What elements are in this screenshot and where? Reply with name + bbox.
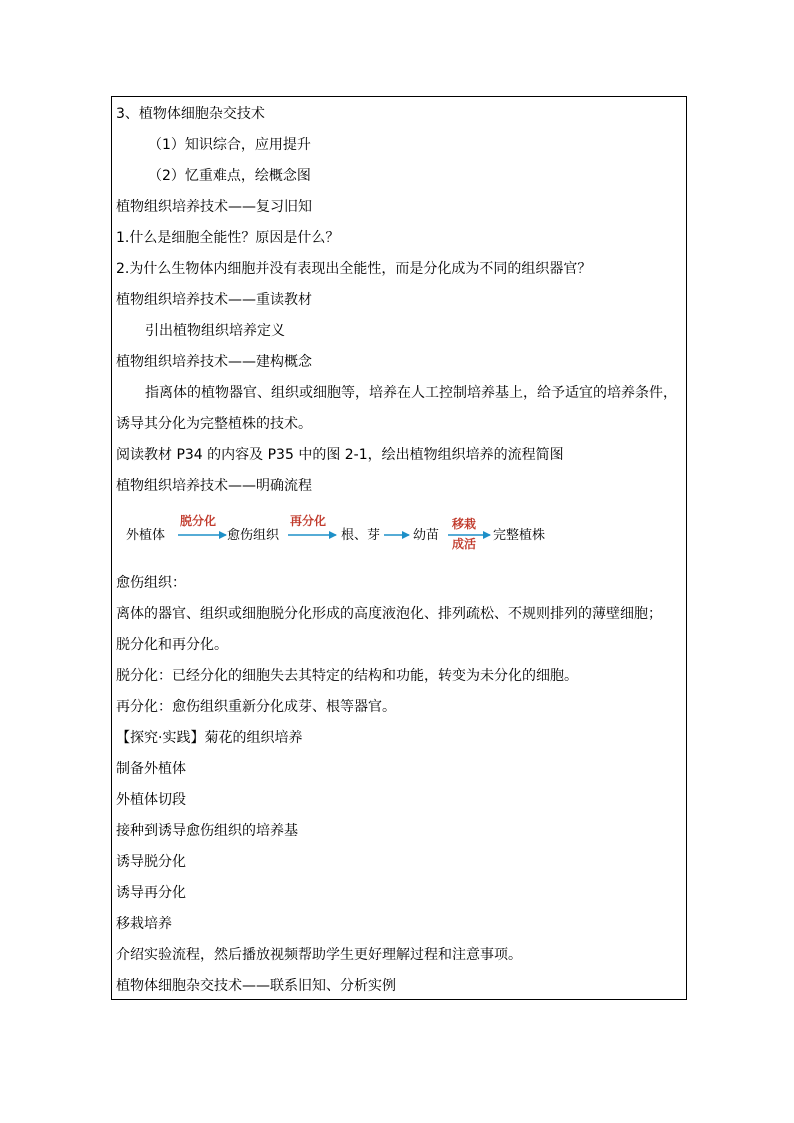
question-1: 1.什么是细胞全能性？原因是什么？: [116, 230, 340, 246]
callus-definition: 离体的器官、组织或细胞脱分化形成的高度液泡化、排列疏松、不规则排列的薄壁细胞；: [116, 606, 662, 622]
redifferentiation-definition: 再分化：愈伤组织重新分化成芽、根等器官。: [116, 699, 396, 715]
definition-lead: 引出植物组织培养定义: [145, 323, 285, 339]
practice-step-2: 外植体切段: [116, 792, 186, 808]
flow-step-survive: 成活: [452, 537, 477, 551]
practice-summary: 介绍实验流程，然后播放视频帮助学生更好理解过程和注意事项。: [116, 947, 522, 963]
flow-step-dedifferentiation: 脱分化: [180, 514, 217, 528]
flow-node-whole-plant: 完整植株: [493, 528, 546, 543]
topic-concept: 植物组织培养技术——建构概念: [116, 354, 312, 370]
topic-hybridization-cases: 植物体细胞杂交技术——联系旧知、分析实例: [116, 978, 396, 994]
dedifferentiation-definition: 脱分化：已经分化的细胞失去其特定的结构和功能，转变为未分化的细胞。: [116, 668, 578, 684]
topic-review: 植物组织培养技术——复习旧知: [116, 199, 312, 215]
key-processes: 脱分化和再分化。: [116, 637, 228, 653]
practice-heading: 【探究·实践】菊花的组织培养: [116, 730, 303, 746]
callus-heading: 愈伤组织：: [116, 575, 186, 591]
flow-node-seedling: 幼苗: [413, 528, 440, 543]
flow-node-explant: 外植体: [126, 528, 166, 543]
section-heading-hybridization: 3、植物体细胞杂交技术: [116, 106, 265, 122]
sub-point-2: （2）忆重难点，绘概念图: [148, 168, 311, 184]
reading-task: 阅读教材 P34 的内容及 P35 中的图 2-1，绘出植物组织培养的流程简图: [116, 447, 564, 463]
practice-step-1: 制备外植体: [116, 761, 186, 777]
definition-text-2: 诱导其分化为完整植株的技术。: [116, 416, 312, 432]
flow-step-transplant: 移栽: [452, 517, 477, 531]
flow-node-callus: 愈伤组织: [227, 528, 280, 543]
practice-step-5: 诱导再分化: [116, 885, 186, 901]
practice-step-4: 诱导脱分化: [116, 854, 186, 870]
practice-step-3: 接种到诱导愈伤组织的培养基: [116, 823, 298, 839]
topic-reread: 植物组织培养技术——重读教材: [116, 292, 312, 308]
flow-node-root-bud: 根、芽: [341, 528, 381, 543]
tissue-culture-flowchart: [114, 512, 554, 554]
definition-text-1: 指离体的植物器官、组织或细胞等，培养在人工控制培养基上，给予适宜的培养条件，: [145, 385, 677, 401]
topic-process: 植物组织培养技术——明确流程: [116, 478, 312, 494]
flow-step-redifferentiation: 再分化: [290, 514, 327, 528]
question-2: 2.为什么生物体内细胞并没有表现出全能性，而是分化成为不同的组织器官？: [116, 261, 592, 277]
sub-point-1: （1）知识综合，应用提升: [148, 137, 311, 153]
practice-step-6: 移栽培养: [116, 916, 172, 932]
